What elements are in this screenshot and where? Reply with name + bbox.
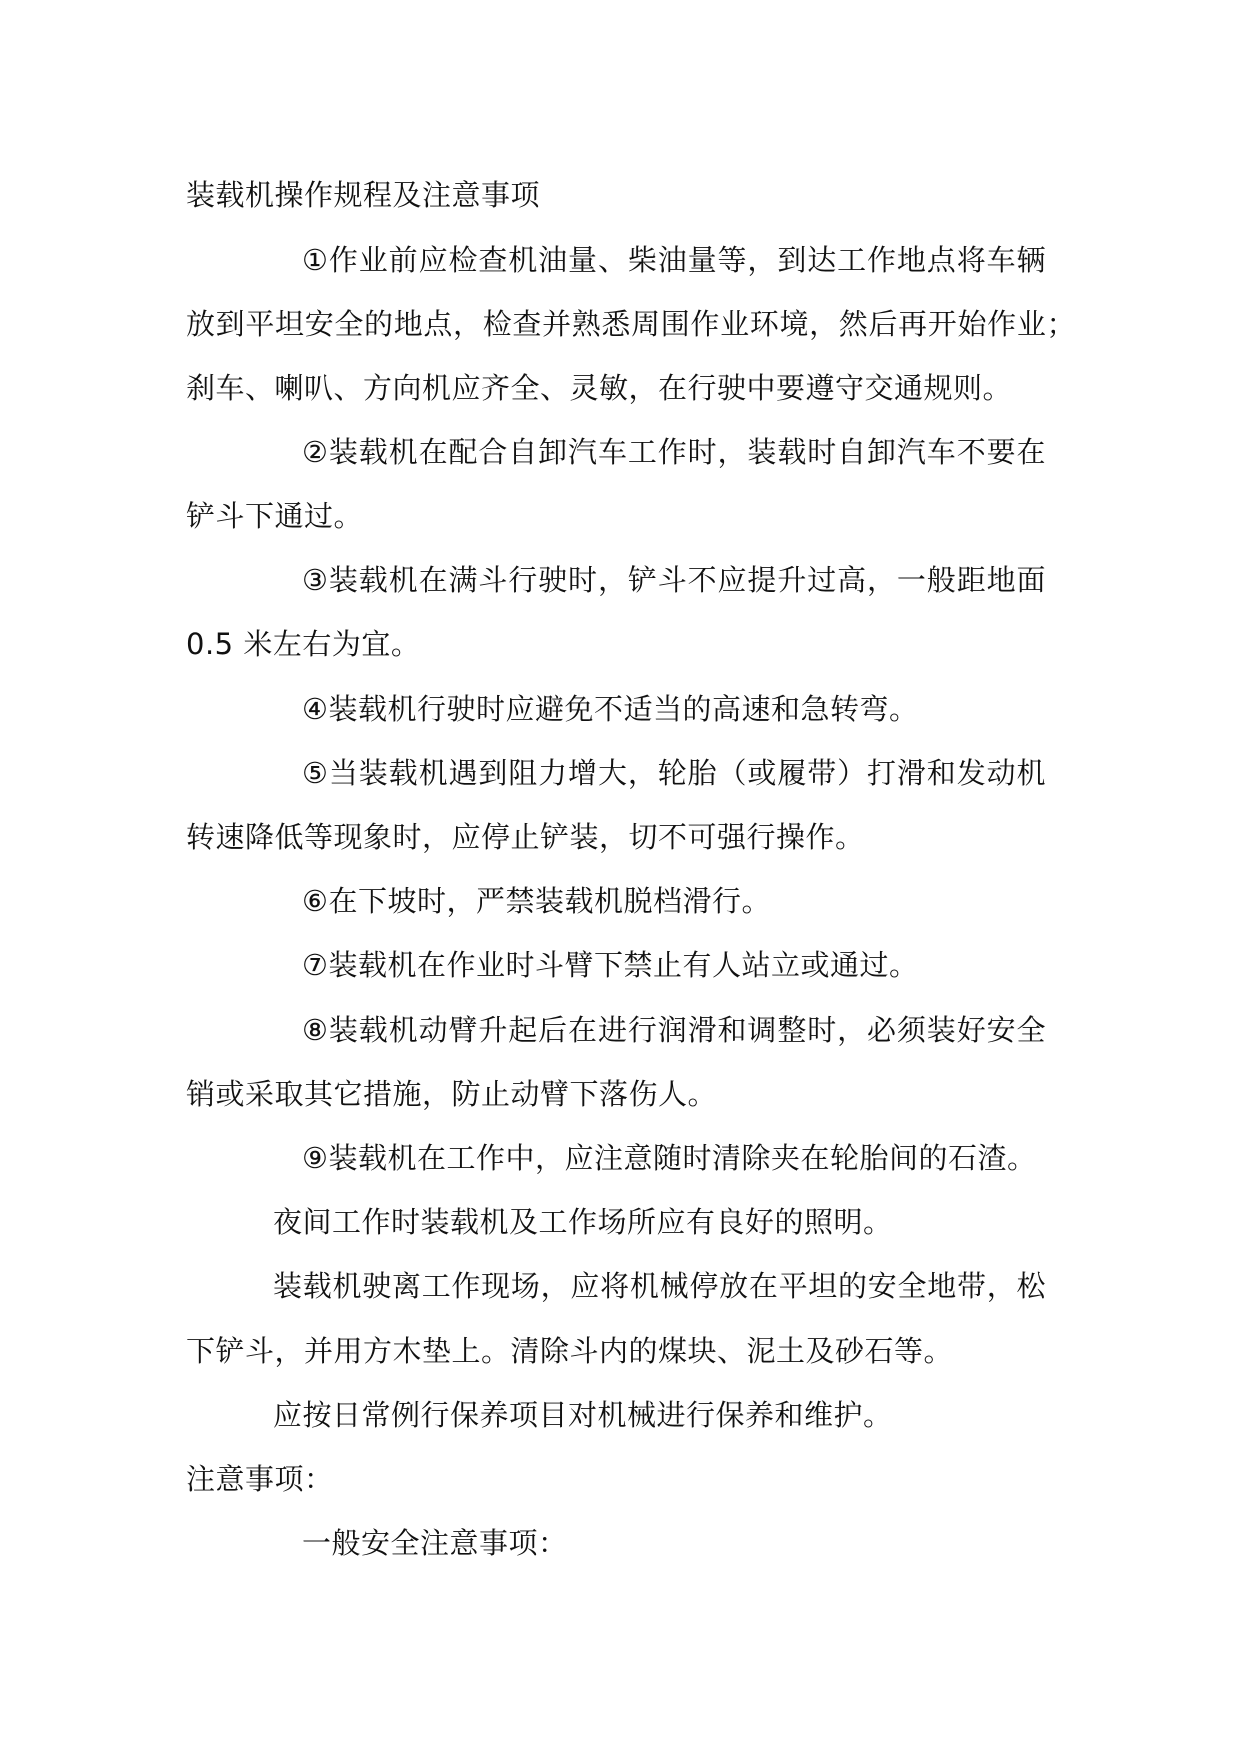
paragraph-line-17: 装载机驶离工作现场，应将机械停放在平坦的安全地带，松 [273,1269,1046,1303]
section-heading-notes: 注意事项： [186,1462,334,1496]
document-title: 装载机操作规程及注意事项 [186,178,541,212]
paragraph-line-14: 销或采取其它措施，防止动臂下落伤人。 [186,1077,718,1111]
subsection-heading-general-safety: 一般安全注意事项： [302,1526,568,1560]
paragraph-line-7: 0.5 米左右为宜。 [186,627,421,661]
paragraph-line-1: ①作业前应检查机油量、柴油量等，到达工作地点将车辆 [302,243,1046,277]
paragraph-line-10: 转速降低等现象时，应停止铲装，切不可强行操作。 [186,820,865,854]
paragraph-line-9: ⑤当装载机遇到阻力增大，轮胎（或履带）打滑和发动机 [302,756,1046,790]
paragraph-line-16: 夜间工作时装载机及工作场所应有良好的照明。 [273,1205,893,1239]
paragraph-line-18: 下铲斗，并用方木垫上。清除斗内的煤块、泥土及砂石等。 [186,1334,954,1368]
paragraph-line-13: ⑧装载机动臂升起后在进行润滑和调整时，必须装好安全 [302,1013,1046,1047]
paragraph-line-12: ⑦装载机在作业时斗臂下禁止有人站立或通过。 [302,948,919,982]
paragraph-line-11: ⑥在下坡时，严禁装载机脱档滑行。 [302,884,771,918]
paragraph-line-8: ④装载机行驶时应避免不适当的高速和急转弯。 [302,692,919,726]
paragraph-line-5: 铲斗下通过。 [186,499,364,533]
paragraph-line-4: ②装载机在配合自卸汽车工作时，装载时自卸汽车不要在 [302,435,1046,469]
paragraph-line-19: 应按日常例行保养项目对机械进行保养和维护。 [273,1398,893,1432]
paragraph-line-3: 刹车、喇叭、方向机应齐全、灵敏，在行驶中要遵守交通规则。 [186,371,1013,405]
paragraph-line-6: ③装载机在满斗行驶时，铲斗不应提升过高，一般距地面 [302,563,1046,597]
paragraph-line-2: 放到平坦安全的地点，检查并熟悉周围作业环境，然后再开始作业； [186,307,1076,341]
paragraph-line-15: ⑨装载机在工作中，应注意随时清除夹在轮胎间的石渣。 [302,1141,1037,1175]
